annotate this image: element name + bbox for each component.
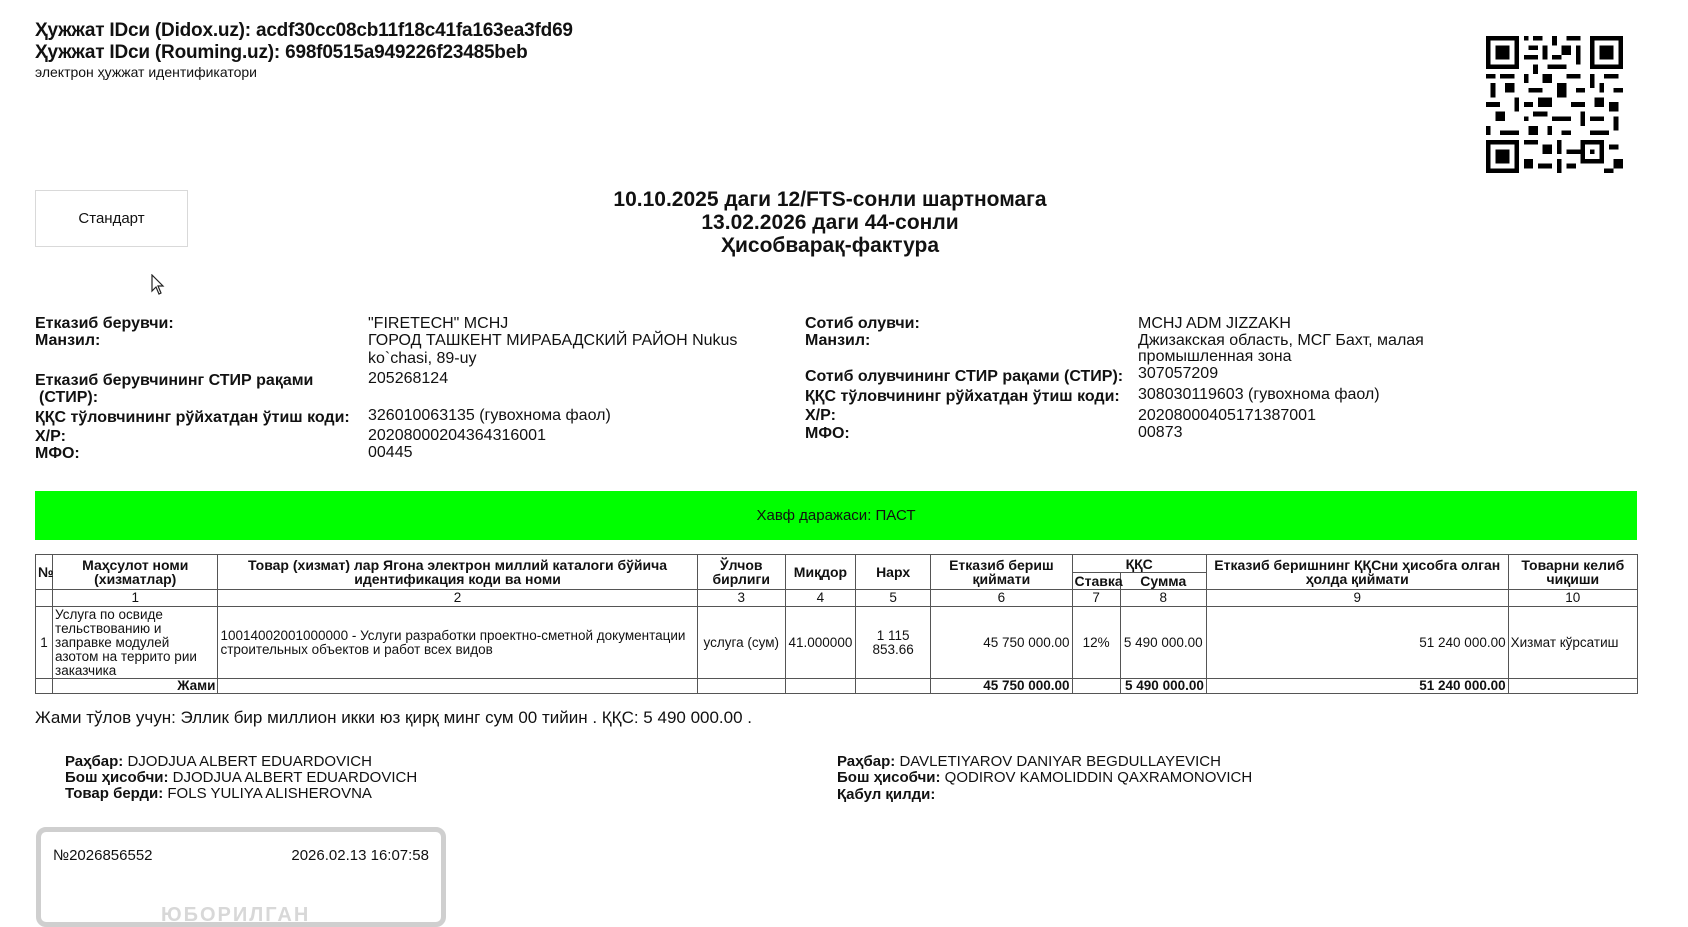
qr-code-icon — [1486, 36, 1623, 173]
buyer-label: Сотиб олувчи: — [805, 315, 920, 332]
seller-vat-value: 326010063135 (гувохнома фаол) — [368, 407, 611, 424]
buyer-tin-value: 307057209 — [1138, 365, 1219, 382]
seller-account-label: Х/Р: — [35, 428, 66, 445]
buyer-head-label: Раҳбар: — [837, 753, 896, 770]
document-id-caption: электрон ҳужжат идентификатори — [35, 64, 257, 80]
row-unit: услуга (сум) — [697, 607, 785, 679]
seller-mfo-value: 00445 — [368, 444, 413, 461]
seller-tin-value: 205268124 — [368, 370, 449, 387]
seller-mfo-label: МФО: — [35, 445, 80, 462]
seller-account-value: 20208000204364316001 — [368, 427, 546, 444]
col-header-catalog: Товар (хизмат) лар Ягона электрон миллий каталоги бўйича идентификация коди ва номи — [218, 555, 697, 590]
invoice-type-line: Ҳисобварақ-фактура — [721, 234, 939, 257]
buyer-accountant-name: QODIROV KAMOLIDDIN QAXRAMONOVICH — [944, 769, 1253, 786]
col-number: 5 — [856, 590, 931, 607]
col-header-unit: Ўлчов бирлиги — [697, 555, 785, 590]
stamp-number: №2026856552 — [53, 847, 153, 864]
row-total-with-vat: 51 240 000.00 — [1206, 607, 1508, 679]
column-number-row — [36, 590, 1638, 607]
didox-id-line: Ҳужжат IDси (Didox.uz): acdf30cc08cb11f18c41fa163ea3fd69 — [35, 20, 573, 41]
buyer-head-row — [837, 754, 1221, 770]
col-header-qty: Миқдор — [785, 555, 855, 590]
col-number: 3 — [697, 590, 785, 607]
seller-head-name: DJODJUA ALBERT EDUARDOVICH — [127, 753, 372, 770]
invoice-items-table — [35, 554, 1638, 694]
buyer-received-label: Қабул қилди: — [837, 786, 936, 803]
buyer-value: MCHJ ADM JIZZAKH — [1138, 315, 1291, 332]
buyer-address-line1: Джизакская область, МСГ Бахт, малая — [1138, 332, 1424, 349]
buyer-accountant-label: Бош ҳисобчи: — [837, 769, 941, 786]
contract-line: 10.10.2025 даги 12/FTS-сонли шартномага — [613, 188, 1047, 211]
buyer-address-line2: промышленная зона — [1138, 348, 1292, 365]
seller-gave-label: Товар берди: — [65, 785, 164, 802]
seller-address-line1: ГОРОД ТАШКЕНТ МИРАБАДСКИЙ РАЙОН Nukus — [368, 332, 738, 349]
col-number: 9 — [1206, 590, 1508, 607]
seller-head-label: Раҳбар: — [65, 753, 124, 770]
col-number: 2 — [218, 590, 697, 607]
seller-head-row — [65, 754, 372, 770]
totals-with-vat: 51 240 000.00 — [1206, 679, 1508, 694]
row-name: Услуга по освиде тельствованию и заправке модулей азотом на террито рии заказчика — [53, 607, 218, 679]
buyer-accountant-row — [837, 770, 1252, 786]
buyer-vat-value: 308030119603 (гувохнома фаол) — [1138, 386, 1380, 403]
col-number: 7 — [1072, 590, 1120, 607]
col-header-name: Маҳсулот номи (хизматлар) — [53, 555, 218, 590]
table-header-row — [36, 555, 1638, 573]
seller-tin-label-2: (СТИР): — [39, 389, 99, 406]
risk-level-banner: Хавф даражаси: ПАСТ — [35, 491, 1637, 540]
col-header-vat-rate: Ставка — [1072, 573, 1120, 590]
col-header-price: Нарх — [856, 555, 931, 590]
row-qty: 41.000000 — [785, 607, 855, 679]
invoice-number-line: 13.02.2026 даги 44-сонли — [701, 211, 959, 234]
buyer-account-value: 20208000405171387001 — [1138, 407, 1316, 424]
supplier-value: "FIRETECH" MCHJ — [368, 315, 509, 332]
stamp-status-text: ЮБОРИЛГАН — [161, 904, 311, 926]
buyer-account-label: Х/Р: — [805, 407, 836, 424]
standard-button[interactable]: Стандарт — [35, 190, 188, 247]
table-row — [36, 607, 1638, 679]
invoice-title — [600, 188, 1060, 257]
col-number: 4 — [785, 590, 855, 607]
document-id-block — [35, 20, 573, 80]
buyer-tin-label: Сотиб олувчининг СТИР рақами (СТИР): — [805, 368, 1124, 385]
col-number: 1 — [53, 590, 218, 607]
col-number: 10 — [1508, 590, 1637, 607]
row-origin: Хизмат кўрсатиш — [1508, 607, 1637, 679]
buyer-received-row — [837, 787, 935, 803]
seller-gave-name: FOLS YULIYA ALISHEROVNA — [167, 785, 372, 802]
totals-row — [36, 679, 1638, 694]
row-cost: 45 750 000.00 — [931, 607, 1072, 679]
seller-gave-row — [65, 786, 372, 802]
col-number: 8 — [1120, 590, 1206, 607]
rouming-id-line: Ҳужжат IDси (Rouming.uz): 698f0515a949226f23485beb — [35, 42, 528, 63]
col-header-total-vat: Етказиб беришнинг ҚҚСни ҳисобга олган ҳолда қиймати — [1206, 555, 1508, 590]
supplier-label: Етказиб берувчи: — [35, 315, 174, 332]
electronic-signature-stamp — [36, 827, 446, 927]
row-catalog: 10014002001000000 - Услуги разработки проектно-сметной документации строительных объектов и работ всех видов — [218, 607, 697, 679]
mouse-cursor-icon — [151, 274, 165, 296]
totals-cost: 45 750 000.00 — [931, 679, 1072, 694]
seller-vat-label: ҚҚС тўловчининг рўйхатдан ўтиш коди: — [35, 409, 350, 426]
col-header-vat-sum: Сумма — [1120, 573, 1206, 590]
seller-accountant-name: DJODJUA ALBERT EDUARDOVICH — [172, 769, 418, 786]
col-header-origin: Товарни келиб чиқиши — [1508, 555, 1637, 590]
buyer-mfo-label: МФО: — [805, 425, 850, 442]
seller-tin-label: Етказиб берувчининг СТИР рақами — [35, 372, 314, 389]
seller-address-line2: ko`chasi, 89-uy — [368, 350, 477, 367]
row-vat-sum: 5 490 000.00 — [1120, 607, 1206, 679]
totals-vat-sum: 5 490 000.00 — [1120, 679, 1206, 694]
col-header-vat: ҚҚС — [1072, 555, 1206, 573]
seller-accountant-label: Бош ҳисобчи: — [65, 769, 169, 786]
total-in-words: Жами тўлов учун: Эллик бир миллион икки юз қирқ минг сум 00 тийин . ҚҚС: 5 490 000.00 . — [35, 708, 753, 727]
buyer-vat-label: ҚҚС тўловчининг рўйхатдан ўтиш коди: — [805, 388, 1120, 405]
row-vat-rate: 12% — [1072, 607, 1120, 679]
totals-label: Жами — [53, 679, 218, 694]
seller-address-label: Манзил: — [35, 332, 101, 349]
col-number: 6 — [931, 590, 1072, 607]
buyer-address-label: Манзил: — [805, 332, 871, 349]
row-no: 1 — [36, 607, 53, 679]
col-header-no: № — [36, 555, 53, 590]
seller-accountant-row — [65, 770, 417, 786]
row-price: 1 115 853.66 — [856, 607, 931, 679]
col-header-cost: Етказиб бериш қиймати — [931, 555, 1072, 590]
stamp-datetime: 2026.02.13 16:07:58 — [291, 847, 429, 864]
buyer-head-name: DAVLETIYAROV DANIYAR BEGDULLAYEVICH — [899, 753, 1221, 770]
buyer-mfo-value: 00873 — [1138, 424, 1183, 441]
